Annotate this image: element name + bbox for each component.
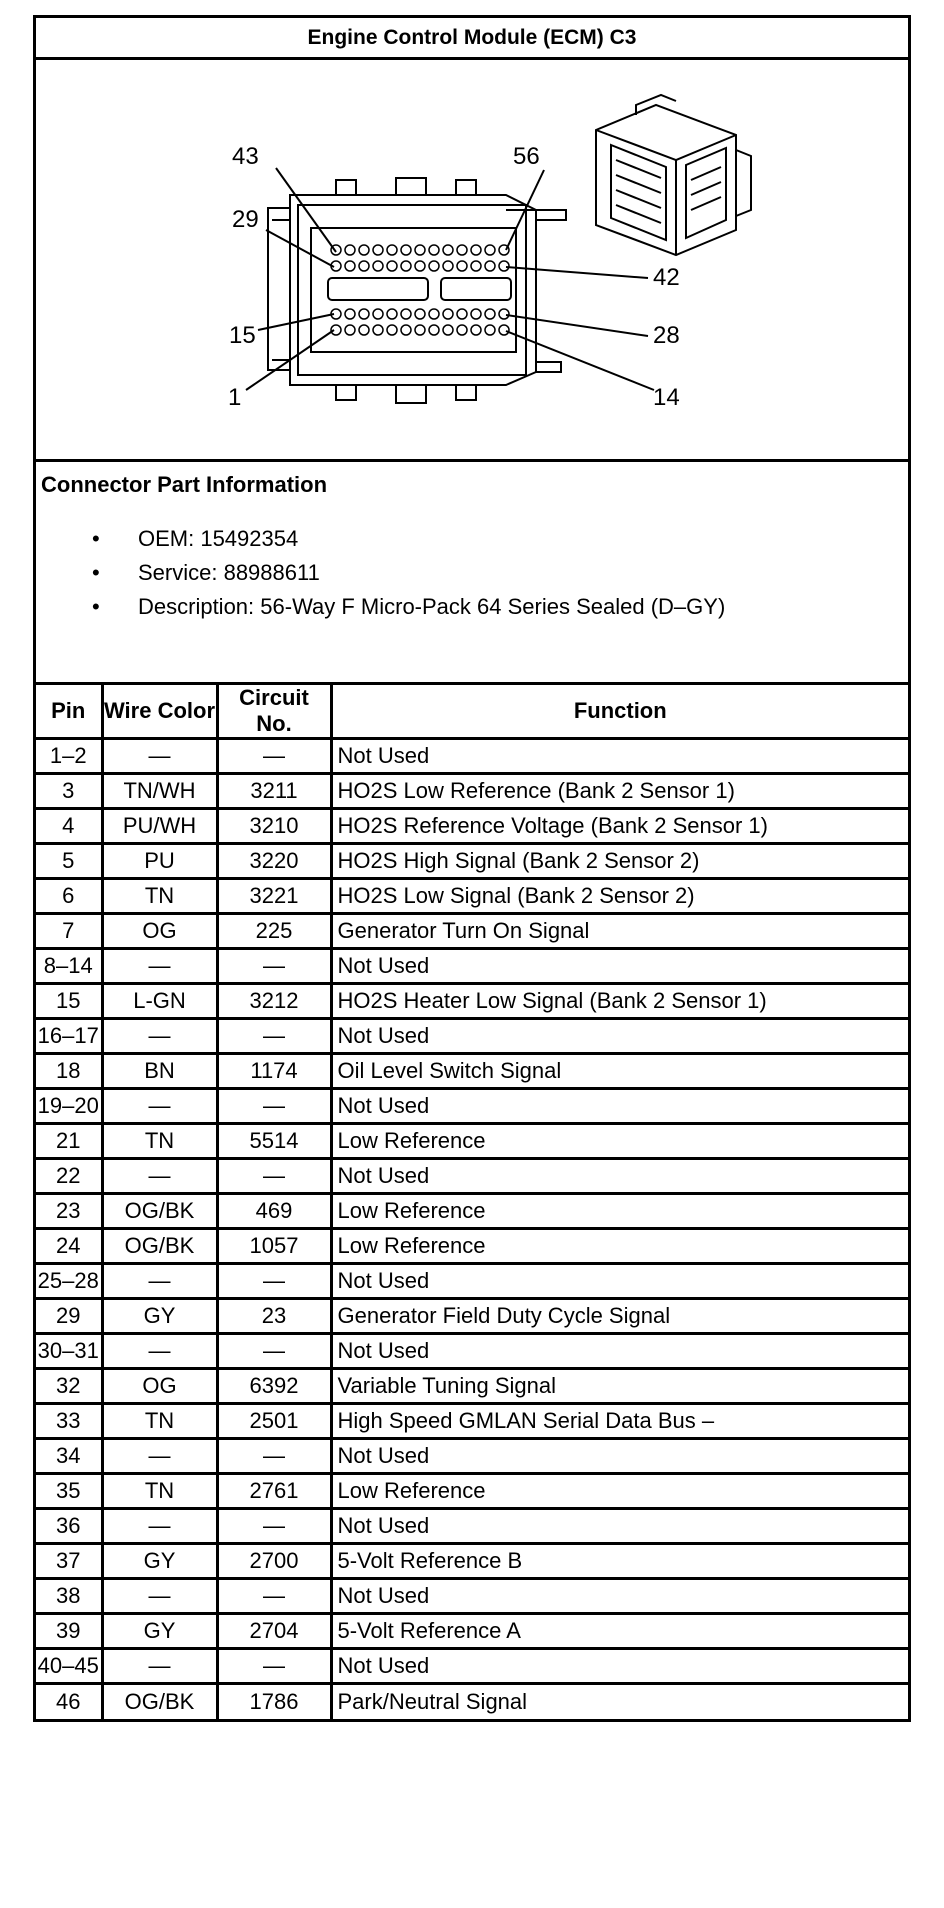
wire-color-cell: PU	[102, 844, 217, 879]
table-row	[36, 1054, 908, 1089]
wire-color-cell: —	[102, 1089, 217, 1124]
wire-color-cell: PU/WH	[102, 809, 217, 844]
table-row	[36, 984, 908, 1019]
callout-43: 43	[232, 143, 259, 170]
wire-color-cell: GY	[102, 1614, 217, 1649]
table-row	[36, 1579, 908, 1614]
function-cell: Not Used	[331, 1159, 908, 1194]
function-cell: HO2S Low Reference (Bank 2 Sensor 1)	[331, 774, 908, 809]
pin-cell: 6	[36, 879, 102, 914]
table-row	[36, 1614, 908, 1649]
table-row	[36, 1264, 908, 1299]
connector-description: Description: 56-Way F Micro-Pack 64 Series Sealed (D–GY)	[138, 594, 726, 619]
table-row	[36, 739, 908, 774]
wire-color-cell: OG	[102, 1369, 217, 1404]
list-item	[88, 590, 725, 624]
circuit-cell: 5514	[217, 1124, 331, 1159]
pin-cell: 35	[36, 1474, 102, 1509]
function-cell: Not Used	[331, 739, 908, 774]
list-item	[88, 522, 725, 556]
wire-color-cell: GY	[102, 1299, 217, 1334]
table-row	[36, 844, 908, 879]
connector-drawing	[36, 60, 908, 459]
function-cell: 5-Volt Reference B	[331, 1544, 908, 1579]
circuit-cell: —	[217, 1019, 331, 1054]
circuit-cell: 2704	[217, 1614, 331, 1649]
circuit-cell: 3221	[217, 879, 331, 914]
function-cell: Park/Neutral Signal	[331, 1684, 908, 1719]
wire-color-cell: —	[102, 1334, 217, 1369]
pin-cell: 8–14	[36, 949, 102, 984]
table-row	[36, 879, 908, 914]
circuit-cell: —	[217, 1439, 331, 1474]
circuit-cell: 6392	[217, 1369, 331, 1404]
circuit-cell: 469	[217, 1194, 331, 1229]
function-cell: Not Used	[331, 1439, 908, 1474]
pin-cell: 21	[36, 1124, 102, 1159]
wire-color-cell: OG/BK	[102, 1229, 217, 1264]
wire-color-cell: TN	[102, 1474, 217, 1509]
function-cell: Not Used	[331, 1334, 908, 1369]
circuit-cell: 1057	[217, 1229, 331, 1264]
pin-cell: 18	[36, 1054, 102, 1089]
circuit-cell: 3220	[217, 844, 331, 879]
table-row	[36, 1544, 908, 1579]
table-row	[36, 1334, 908, 1369]
pin-cell: 23	[36, 1194, 102, 1229]
wire-color-cell: —	[102, 1509, 217, 1544]
pin-cell: 46	[36, 1684, 102, 1719]
function-cell: Low Reference	[331, 1474, 908, 1509]
pin-cell: 34	[36, 1439, 102, 1474]
pin-cell: 36	[36, 1509, 102, 1544]
function-cell: HO2S Reference Voltage (Bank 2 Sensor 1)	[331, 809, 908, 844]
function-cell: Generator Turn On Signal	[331, 914, 908, 949]
circuit-cell: 3210	[217, 809, 331, 844]
wire-color-cell: BN	[102, 1054, 217, 1089]
pin-cell: 38	[36, 1579, 102, 1614]
connector-table-frame	[33, 15, 911, 1722]
callout-28: 28	[653, 322, 680, 349]
function-cell: Not Used	[331, 1509, 908, 1544]
pin-cell: 3	[36, 774, 102, 809]
pin-cell: 32	[36, 1369, 102, 1404]
wire-color-cell: OG/BK	[102, 1684, 217, 1719]
function-cell: Not Used	[331, 1649, 908, 1684]
page-title: Engine Control Module (ECM) C3	[36, 18, 908, 60]
function-cell: Generator Field Duty Cycle Signal	[331, 1299, 908, 1334]
pin-cell: 30–31	[36, 1334, 102, 1369]
table-row	[36, 1299, 908, 1334]
pin-cell: 4	[36, 809, 102, 844]
callout-29: 29	[232, 206, 259, 233]
oem-number: OEM: 15492354	[138, 526, 299, 551]
list-item	[88, 556, 725, 590]
table-row	[36, 949, 908, 984]
function-cell: High Speed GMLAN Serial Data Bus –	[331, 1404, 908, 1439]
table-row	[36, 1019, 908, 1054]
pin-cell: 40–45	[36, 1649, 102, 1684]
pin-cell: 33	[36, 1404, 102, 1439]
function-cell: Not Used	[331, 1579, 908, 1614]
wire-color-cell: —	[102, 1019, 217, 1054]
header-wire-color: Wire Color	[102, 685, 217, 739]
connector-part-information	[36, 462, 908, 685]
circuit-cell: 225	[217, 914, 331, 949]
callout-56: 56	[513, 143, 540, 170]
function-cell: Not Used	[331, 1264, 908, 1299]
circuit-cell: —	[217, 1264, 331, 1299]
pin-cell: 15	[36, 984, 102, 1019]
table-row	[36, 1509, 908, 1544]
pinout-table	[36, 685, 908, 1719]
bullet-icon: •	[92, 560, 100, 585]
circuit-cell: —	[217, 1579, 331, 1614]
wire-color-cell: —	[102, 739, 217, 774]
table-row	[36, 809, 908, 844]
wire-color-cell: OG/BK	[102, 1194, 217, 1229]
table-row	[36, 1124, 908, 1159]
table-row	[36, 1684, 908, 1719]
wire-color-cell: GY	[102, 1544, 217, 1579]
function-cell: 5-Volt Reference A	[331, 1614, 908, 1649]
pin-cell: 16–17	[36, 1019, 102, 1054]
function-cell: HO2S High Signal (Bank 2 Sensor 2)	[331, 844, 908, 879]
circuit-cell: —	[217, 1509, 331, 1544]
circuit-cell: —	[217, 949, 331, 984]
table-row	[36, 774, 908, 809]
wire-color-cell: OG	[102, 914, 217, 949]
function-cell: Low Reference	[331, 1124, 908, 1159]
function-cell: Low Reference	[331, 1194, 908, 1229]
circuit-cell: 1786	[217, 1684, 331, 1719]
bullet-icon: •	[92, 594, 100, 619]
wire-color-cell: —	[102, 1649, 217, 1684]
wire-color-cell: —	[102, 1579, 217, 1614]
table-row	[36, 1649, 908, 1684]
circuit-cell: —	[217, 1159, 331, 1194]
function-cell: Not Used	[331, 1019, 908, 1054]
pin-cell: 7	[36, 914, 102, 949]
callout-15: 15	[229, 322, 256, 349]
table-row	[36, 1369, 908, 1404]
table-header-row	[36, 685, 908, 739]
circuit-cell: —	[217, 1649, 331, 1684]
wire-color-cell: —	[102, 1264, 217, 1299]
service-number: Service: 88988611	[138, 560, 320, 585]
wire-color-cell: TN	[102, 879, 217, 914]
function-cell: Oil Level Switch Signal	[331, 1054, 908, 1089]
pin-cell: 5	[36, 844, 102, 879]
pin-cell: 22	[36, 1159, 102, 1194]
table-row	[36, 914, 908, 949]
connector-info-list	[88, 522, 725, 624]
pin-cell: 39	[36, 1614, 102, 1649]
header-pin: Pin	[36, 685, 102, 739]
pin-cell: 19–20	[36, 1089, 102, 1124]
function-cell: Not Used	[331, 1089, 908, 1124]
wire-color-cell: —	[102, 1439, 217, 1474]
table-row	[36, 1404, 908, 1439]
circuit-cell: 2761	[217, 1474, 331, 1509]
table-row	[36, 1439, 908, 1474]
table-row	[36, 1229, 908, 1264]
callout-1: 1	[228, 384, 242, 411]
header-function: Function	[331, 685, 908, 739]
table-row	[36, 1159, 908, 1194]
circuit-cell: 2700	[217, 1544, 331, 1579]
callout-42: 42	[653, 264, 680, 291]
circuit-cell: 23	[217, 1299, 331, 1334]
wire-color-cell: TN	[102, 1124, 217, 1159]
function-cell: Variable Tuning Signal	[331, 1369, 908, 1404]
wire-color-cell: L-GN	[102, 984, 217, 1019]
function-cell: Low Reference	[331, 1229, 908, 1264]
connector-info-heading: Connector Part Information	[41, 472, 328, 497]
table-row	[36, 1474, 908, 1509]
function-cell: HO2S Heater Low Signal (Bank 2 Sensor 1)	[331, 984, 908, 1019]
bullet-icon: •	[92, 526, 100, 551]
callout-14: 14	[653, 384, 680, 411]
pin-cell: 24	[36, 1229, 102, 1264]
circuit-cell: —	[217, 739, 331, 774]
circuit-cell: 3211	[217, 774, 331, 809]
circuit-cell: —	[217, 1089, 331, 1124]
pin-cell: 1–2	[36, 739, 102, 774]
wire-color-cell: —	[102, 1159, 217, 1194]
connector-diagram	[36, 60, 908, 462]
circuit-cell: 3212	[217, 984, 331, 1019]
pin-cell: 37	[36, 1544, 102, 1579]
function-cell: Not Used	[331, 949, 908, 984]
circuit-cell: —	[217, 1334, 331, 1369]
table-row	[36, 1194, 908, 1229]
pinout-rows	[36, 739, 908, 1719]
wire-color-cell: TN/WH	[102, 774, 217, 809]
function-cell: HO2S Low Signal (Bank 2 Sensor 2)	[331, 879, 908, 914]
wire-color-cell: —	[102, 949, 217, 984]
table-row	[36, 1089, 908, 1124]
circuit-cell: 1174	[217, 1054, 331, 1089]
pin-cell: 29	[36, 1299, 102, 1334]
header-circuit-no: Circuit No.	[217, 685, 331, 739]
wire-color-cell: TN	[102, 1404, 217, 1439]
pin-cell: 25–28	[36, 1264, 102, 1299]
circuit-cell: 2501	[217, 1404, 331, 1439]
